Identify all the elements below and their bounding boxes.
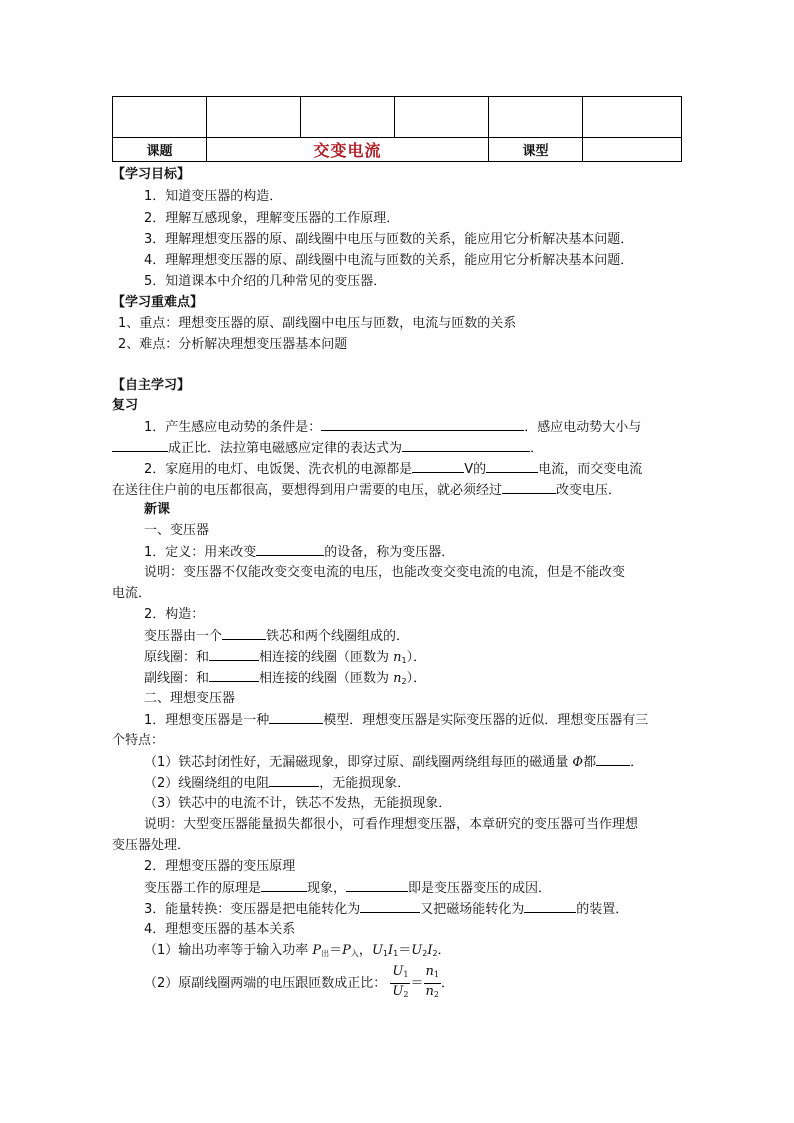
principle-heading: 2．理想变压器的变压原理 bbox=[144, 859, 296, 874]
blank-cell bbox=[113, 97, 207, 138]
blank-cell bbox=[583, 97, 682, 138]
topic-value: 交变电流 bbox=[207, 138, 489, 162]
type-label: 课型 bbox=[489, 138, 583, 162]
answer-blank[interactable] bbox=[269, 710, 323, 724]
answer-blank[interactable] bbox=[256, 542, 324, 556]
keypoint-item: 1、重点：理想变压器的原、副线圈中电压与匝数，电流与匝数的关系 bbox=[118, 316, 517, 331]
answer-blank[interactable] bbox=[209, 668, 259, 682]
answer-blank[interactable] bbox=[112, 438, 168, 452]
objective-item: 5．知道课本中介绍的几种常见的变压器． bbox=[144, 274, 387, 289]
answer-blank[interactable] bbox=[209, 647, 259, 661]
review-q2-line1: 2．家庭用的电灯、电饭煲、洗衣机的电源都是 V的 电流，而交变电流 bbox=[144, 459, 642, 479]
objective-item: 3．理解理想变压器的原、副线圈中电压与匝数的关系，能应用它分析解决基本问题． bbox=[144, 232, 634, 247]
relation-heading: 4．理想变压器的基本关系 bbox=[144, 922, 296, 937]
answer-blank[interactable] bbox=[261, 878, 307, 892]
relation-voltage: （2）原副线圈两端的电压跟匝数成正比： $\frac{U_1}{U_2}$ ＝ $\frac{n_1}{n_2}$ ． bbox=[144, 964, 454, 1003]
note2-line2: 变压器处理． bbox=[112, 838, 191, 853]
answer-blank[interactable] bbox=[346, 878, 408, 892]
note1-line1: 说明：变压器不仅能改变交变电流的电压，也能改变交变电流的电流，但是不能改变 bbox=[144, 565, 626, 580]
blank-cell bbox=[301, 97, 395, 138]
objective-item: 4．理解理想变压器的原、副线圈中电流与匝数的关系，能应用它分析解决基本问题． bbox=[144, 253, 634, 268]
review-q1-line2: 成正比．法拉第电磁感应定律的表达式为 ． bbox=[112, 438, 543, 458]
answer-blank[interactable] bbox=[402, 438, 530, 452]
topic-label: 课题 bbox=[113, 138, 207, 162]
objective-item: 2．理解互感现象，理解变压器的工作原理． bbox=[144, 211, 400, 226]
feature-2: （2）线圈绕组的电阻 ，无能损现象． bbox=[144, 773, 410, 793]
ideal-line1: 1．理想变压器是一种 模型．理想变压器是实际变压器的近似．理想变压器有三 bbox=[144, 710, 648, 730]
answer-blank[interactable] bbox=[596, 752, 630, 766]
review-q1-line1: 1．产生感应电动势的条件是： ．感应电动势大小与 bbox=[144, 417, 641, 437]
structure-line: 变压器由一个 铁芯和两个线圈组成的． bbox=[144, 626, 409, 646]
blank-cell bbox=[489, 97, 583, 138]
ideal-line2: 个特点： bbox=[112, 733, 165, 748]
blank-cell bbox=[207, 97, 301, 138]
answer-blank[interactable] bbox=[502, 480, 556, 494]
keypoints-heading: 【学习重难点】 bbox=[112, 295, 204, 310]
note1-line2: 电流． bbox=[112, 586, 152, 601]
energy-line: 3．能量转换：变压器是把电能转化为 又把磁场能转化为 的装置． bbox=[144, 899, 628, 919]
section-transformer: 一、变压器 bbox=[144, 523, 210, 538]
new-lesson-label: 新课 bbox=[144, 502, 171, 517]
definition-line: 1．定义：用来改变 的设备，称为变压器． bbox=[144, 542, 454, 562]
feature-1: （1）铁芯封闭性好，无漏磁现象，即穿过原、副线圈两绕组每匝的磁通量 Φ都 ． bbox=[144, 752, 643, 772]
answer-blank[interactable] bbox=[486, 459, 538, 473]
turns-fraction: $\frac{n_1}{n_2}$ bbox=[425, 964, 439, 999]
principle-line: 变压器工作的原理是 现象， 即是变压器变压的成因． bbox=[144, 878, 551, 898]
feature-3: （3）铁芯中的电流不计，铁芯不发热，无能损现象． bbox=[144, 796, 452, 811]
answer-blank[interactable] bbox=[360, 899, 420, 913]
header-blank-row bbox=[113, 97, 682, 138]
objective-item: 1．知道变压器的构造． bbox=[144, 189, 283, 204]
answer-blank[interactable] bbox=[412, 459, 464, 473]
note2-line1: 说明：大型变压器能量损失都很小，可看作理想变压器，本章研究的变压器可当作理想 bbox=[144, 817, 639, 832]
secondary-coil-line: 副线圈：和 相连接的线圈（匝数为 $n_2$）． bbox=[144, 668, 426, 691]
voltage-fraction: $\frac{U_1}{U_2}$ bbox=[392, 964, 409, 999]
objectives-heading: 【学习目标】 bbox=[112, 167, 191, 182]
relation-power: （1）输出功率等于输入功率 $P_出=P_入$，$U_1I_1=U_2I_2$． bbox=[144, 943, 451, 958]
primary-coil-line: 原线圈：和 相连接的线圈（匝数为 $n_1$）． bbox=[144, 647, 426, 670]
header-table bbox=[112, 96, 682, 162]
answer-blank[interactable] bbox=[269, 773, 319, 787]
blank-cell bbox=[395, 97, 489, 138]
header-topic-row bbox=[113, 138, 682, 162]
answer-blank[interactable] bbox=[222, 626, 266, 640]
keypoint-item: 2、难点：分析解决理想变压器基本问题 bbox=[118, 337, 348, 352]
review-q2-line2: 在送往住户前的电压都很高，要想得到用户需要的电压，就必须经过 改变电压． bbox=[112, 480, 621, 500]
answer-blank[interactable] bbox=[524, 899, 576, 913]
review-label: 复习 bbox=[112, 398, 139, 413]
structure-heading: 2．构造： bbox=[144, 607, 205, 622]
answer-blank[interactable] bbox=[321, 417, 524, 431]
type-value bbox=[583, 138, 682, 162]
selfstudy-heading: 【自主学习】 bbox=[112, 378, 191, 393]
section-ideal: 二、理想变压器 bbox=[144, 691, 236, 706]
